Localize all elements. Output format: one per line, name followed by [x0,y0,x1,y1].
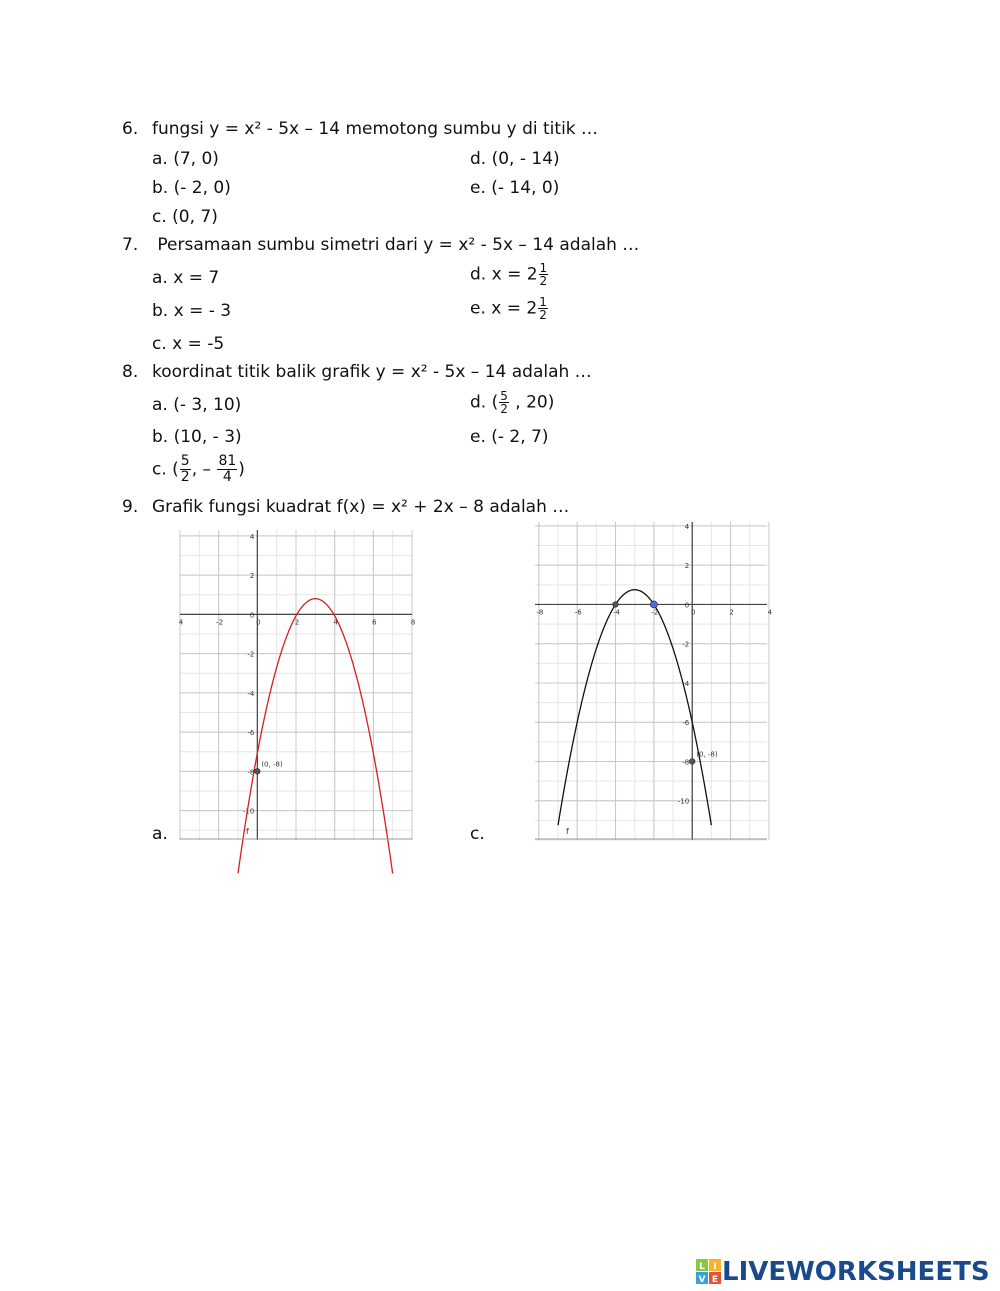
x-tick-label: 0 [256,618,261,627]
fraction [499,390,509,415]
question-6 [122,118,598,140]
fraction-denominator: 4 [222,469,232,485]
function-label: f [246,827,249,836]
option-8c-mid: , – [191,459,212,480]
y-tick-label: -2 [682,640,690,649]
option-6c[interactable]: c. (0, 7) [152,207,218,227]
option-9a[interactable]: a. [152,824,168,844]
logo-letter: I [713,1262,717,1272]
x-tick-label: -2 [216,618,224,627]
question-number: 6. [122,119,139,139]
x-tick-label: 4 [333,618,338,627]
graph-option-a[interactable] [178,530,416,840]
y-tick-label: -10 [242,807,255,816]
option-6a[interactable]: a. (7, 0) [152,149,219,169]
graph-option-c[interactable] [535,522,773,840]
option-7a[interactable]: a. x = 7 [152,268,220,288]
question-text: Grafik fungsi kuadrat f(x) = x² + 2x – 8 adalah … [152,497,570,517]
fraction-denominator: 2 [539,308,547,322]
fraction-denominator: 2 [180,469,190,485]
x-tick-label: 2 [729,608,734,617]
y-tick-label: -10 [677,797,690,806]
option-6b[interactable]: b. (- 2, 0) [152,178,231,198]
option-7c[interactable]: c. x = -5 [152,334,225,354]
logo-letter: V [698,1275,706,1285]
question-text: koordinat titik balik grafik y = x² - 5x – 14 adalah … [152,362,592,382]
y-tick-label: -4 [682,679,690,688]
y-tick-label: -2 [247,650,255,659]
fraction-numerator: 5 [500,389,508,403]
point-label: (0, -8) [261,760,283,769]
logo-letter: L [699,1262,705,1272]
point-label: (0, -8) [696,750,718,759]
option-7e-text: e. x = 2 [470,298,538,319]
fraction-numerator: 81 [218,453,237,469]
option-8e[interactable]: e. (- 2, 7) [470,427,549,447]
fraction [539,262,549,287]
fraction [538,296,548,321]
x-tick-label: 2 [294,618,300,627]
question-number: 9. [122,497,139,517]
x-tick-label: -6 [574,608,582,617]
logo-letter: E [711,1275,719,1285]
y-tick-label: 4 [684,522,690,531]
graph-point [255,769,261,775]
option-8c-prefix: c. ( [152,459,179,480]
y-tick-label: -8 [682,758,690,767]
x-tick-label: -2 [651,608,659,617]
option-8c[interactable] [152,454,245,485]
y-tick-label: 2 [249,572,255,581]
y-tick-label: -8 [247,768,255,777]
graph-point [689,759,695,765]
option-8d-suffix: , 20) [509,392,555,413]
graph-point [613,602,619,608]
option-8d[interactable] [470,390,554,415]
x-tick-label: 4 [178,618,184,627]
option-7b[interactable]: b. x = - 3 [152,301,232,321]
x-tick-label: -8 [536,608,544,617]
question-7 [122,234,639,256]
fraction-numerator: 1 [539,261,548,275]
y-tick-label: 4 [249,532,255,541]
x-tick-label: 8 [410,618,416,627]
y-tick-label: -6 [682,719,690,728]
fraction [180,454,191,485]
question-number: 8. [122,362,139,382]
y-tick-label: -4 [247,689,255,698]
y-tick-label: 0 [684,601,690,610]
fraction-denominator: 2 [539,274,548,288]
graph-point [650,601,657,608]
question-8 [122,361,592,383]
x-tick-label: 0 [690,608,696,617]
fraction [217,454,237,485]
option-8a[interactable]: a. (- 3, 10) [152,395,242,415]
function-label: f [566,827,569,836]
question-text: fungsi y = x² - 5x – 14 memotong sumbu y di titik … [152,119,599,139]
option-6e[interactable]: e. (- 14, 0) [470,178,560,198]
x-tick-label: 4 [767,608,773,617]
fraction-denominator: 2 [500,402,508,416]
liveworksheets-logo [696,1257,990,1287]
option-6d[interactable]: d. (0, - 14) [470,149,560,169]
brand-name: LIVEWORKSHEETS [722,1257,990,1287]
question-text: Persamaan sumbu simetri dari y = x² - 5x – 14 adalah … [152,235,640,255]
y-tick-label: 0 [249,611,255,620]
fraction-numerator: 5 [180,453,190,469]
option-7d[interactable] [470,262,549,287]
logo-icon [696,1259,722,1285]
option-8b[interactable]: b. (10, - 3) [152,427,242,447]
x-tick-label: -4 [613,608,621,617]
x-tick-label: 6 [372,618,377,627]
option-7e[interactable] [470,296,549,321]
option-9c[interactable]: c. [470,824,485,844]
fraction-numerator: 1 [539,295,547,309]
y-tick-label: 2 [684,562,690,571]
question-9 [122,496,569,518]
y-tick-label: -6 [247,729,255,738]
option-7d-text: d. x = 2 [470,264,538,285]
option-8c-suffix: ) [238,459,245,480]
option-8d-prefix: d. ( [470,392,499,413]
question-number: 7. [122,235,139,255]
